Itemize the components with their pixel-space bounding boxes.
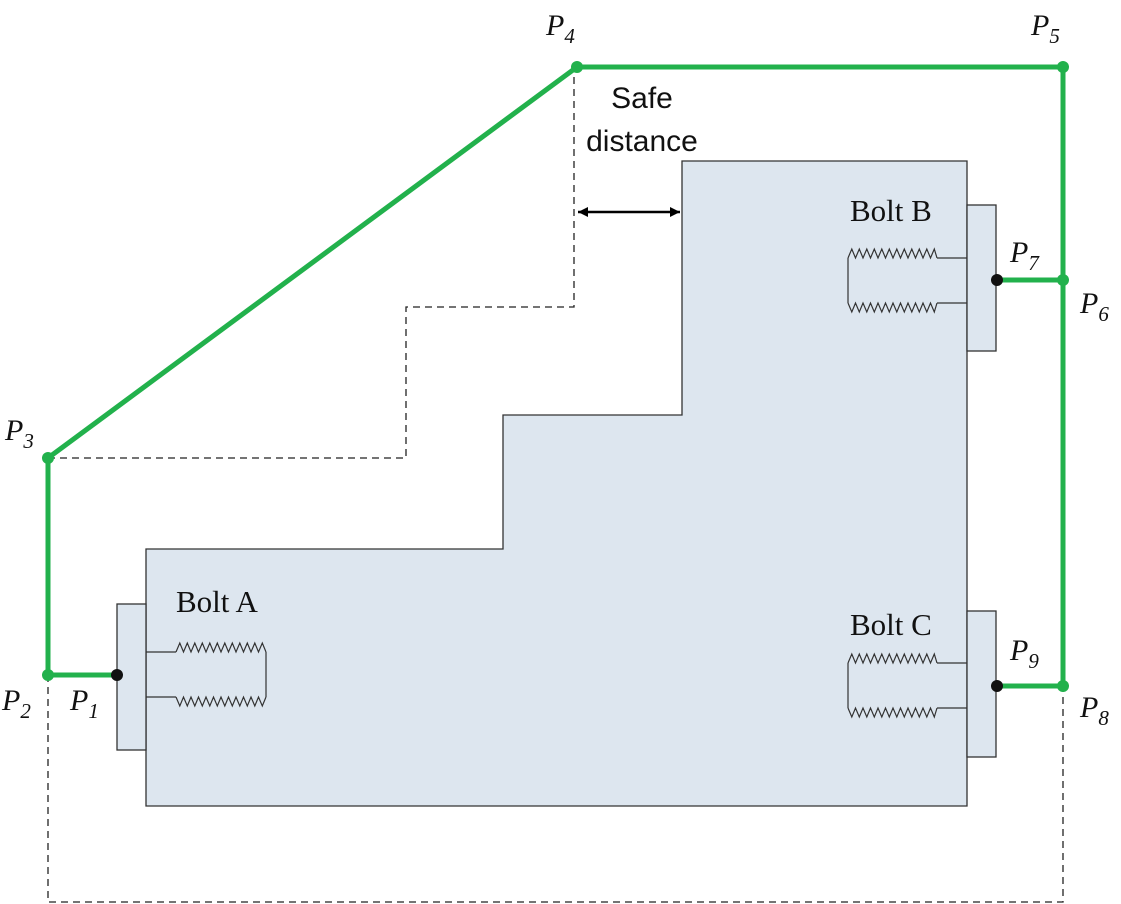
bolt-c-label: Bolt C [850,607,932,642]
label-p7: $P_7$ [1010,236,1039,275]
node-p3 [42,452,54,464]
label-p1: $P_1$ [70,684,99,723]
bolt-point-p9 [991,680,1003,692]
safe-distance-label-line2: distance [586,125,698,158]
node-p8 [1057,680,1069,692]
node-p2 [42,669,54,681]
component-block [146,161,967,806]
label-p2: $P_2$ [2,684,31,723]
node-p6 [1057,274,1069,286]
label-p4: $P_4$ [546,9,575,48]
node-p5 [1057,61,1069,73]
label-p6: $P_6$ [1080,287,1109,326]
bolt-b-label: Bolt B [850,193,932,228]
bolt-a-label: Bolt A [176,584,258,619]
label-p8: $P_8$ [1080,691,1109,730]
label-p5: $P_5$ [1031,9,1060,48]
bolt-point-p7 [991,274,1003,286]
bolt-point-p1 [111,669,123,681]
node-p4 [571,61,583,73]
label-p3: $P_3$ [5,414,34,453]
safe-distance-label-line1: Safe [611,82,673,115]
label-p9: $P_9$ [1010,634,1039,673]
